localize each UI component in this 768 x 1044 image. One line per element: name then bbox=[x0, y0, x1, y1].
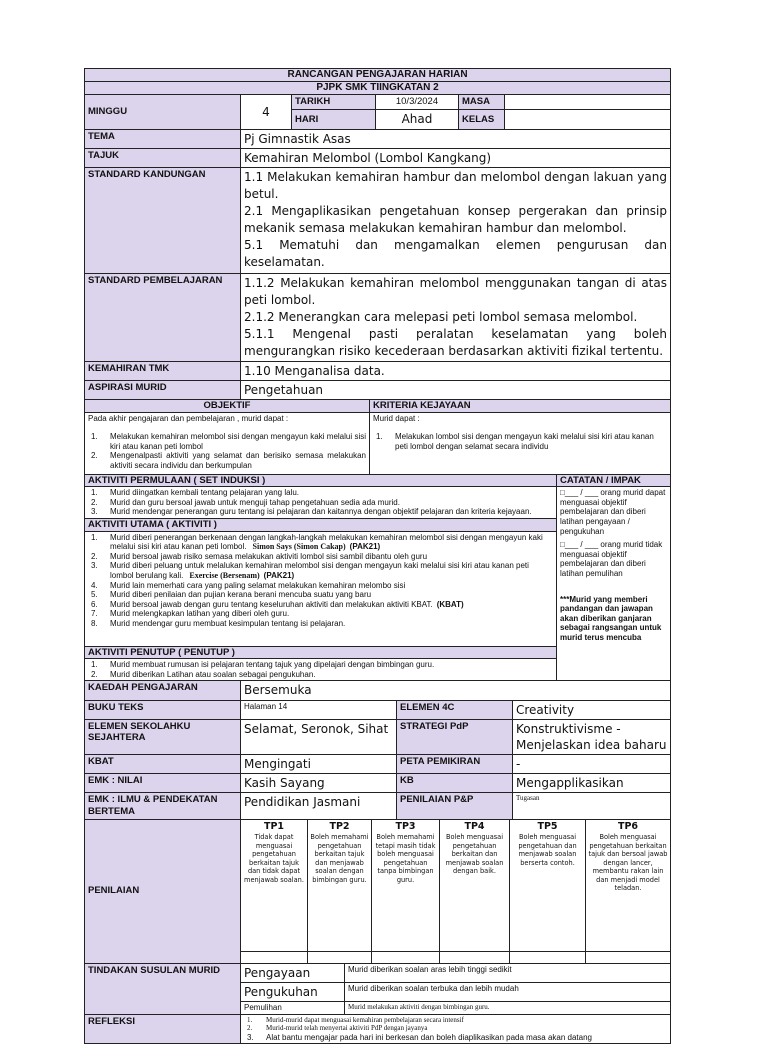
permulaan-body bbox=[85, 487, 557, 519]
catatan-note: ***Murid yang memberi pandangan dan jawapan akan diberikan ganjaran sebagai rangsangan untuk murid terus mencuba bbox=[560, 594, 662, 642]
kriteria-header: KRITERIA KEJAYAAN bbox=[370, 400, 671, 413]
tema-label: TEMA bbox=[85, 129, 241, 148]
permulaan-header: AKTIVITI PERMULAAN ( SET INDUKSI ) bbox=[85, 474, 557, 487]
header-table bbox=[84, 68, 671, 130]
kemahiran-tmk-label: KEMAHIRAN TMK bbox=[85, 361, 241, 380]
kb-value: Mengapplikasikan bbox=[513, 774, 671, 793]
objektif-body bbox=[85, 412, 370, 474]
tp-heading: TP1 bbox=[263, 820, 285, 832]
tp-mark-cell[interactable] bbox=[241, 951, 308, 963]
objektif-item: 1. Melakukan kemahiran melombol sisi dengan mengayun kaki melalui sisi kiri atau kanan peti lombol bbox=[91, 432, 366, 451]
sk-line: 2.1 Mengaplikasikan pengetahuan konsep pergerakan dan prinsip mekanik semasa melakukan kemahiran hambur dan melombol. bbox=[244, 204, 667, 236]
masa-label: MASA bbox=[459, 95, 505, 110]
penilaian-table bbox=[84, 819, 671, 964]
tp-desc: Tidak dapat menguasai pengetahuan berkaitan tajuk dan tidak dapat menjawab soalan. bbox=[244, 832, 304, 884]
catatan-body bbox=[557, 487, 671, 681]
buku-teks-value: Halaman 14 bbox=[241, 700, 397, 719]
kb-label: KB bbox=[397, 774, 513, 793]
refleksi-item: 1. Murid-murid dapat menguasai kemahiran pembelajaran secara intensif bbox=[247, 1015, 464, 1024]
susulan-value: Murid melakukan aktiviti dengan bimbingan guru. bbox=[345, 1001, 671, 1014]
utama-body bbox=[85, 531, 557, 646]
sekolahku-value: Selamat, Seronok, Sihat bbox=[241, 719, 397, 754]
utama-item: 7. Murid melengkapkan latihan yang diberi oleh guru. bbox=[91, 609, 290, 619]
strategi-label: STRATEGI PdP bbox=[397, 719, 513, 754]
tp-cell bbox=[372, 819, 440, 951]
permulaan-item: 1. Murid diingatkan kembali tentang pelajaran yang lalu. bbox=[91, 488, 300, 498]
utama-list bbox=[88, 533, 553, 629]
tajuk-label: TAJUK bbox=[85, 149, 241, 168]
page-subtitle: PJPK SMK TIINGKATAN 2 bbox=[85, 82, 671, 95]
tarikh-value: 10/3/2024 bbox=[376, 95, 459, 110]
tema-value: Pj Gimnastik Asas bbox=[241, 129, 671, 148]
kaedah-value: Bersemuka bbox=[241, 681, 671, 700]
penilaian-label: PENILAIAN bbox=[85, 819, 241, 963]
tp-cell bbox=[440, 819, 510, 951]
penutup-header: AKTIVITI PENUTUP ( PENUTUP ) bbox=[85, 646, 557, 659]
kbat-label: KBAT bbox=[85, 755, 241, 774]
objektif-intro: Pada akhir pengajaran dan pembelajaran , murid dapat : bbox=[88, 413, 289, 423]
susulan-label: TINDAKAN SUSULAN MURID bbox=[85, 963, 241, 1014]
sp-line: 1.1.2 Melakukan kemahiran melombol menggunakan tangan di atas peti lombol. bbox=[244, 275, 667, 307]
tp-heading: TP2 bbox=[329, 820, 350, 832]
tp-heading: TP6 bbox=[617, 820, 639, 832]
sk-line: 5.1 Mematuhi dan mengamalkan elemen pengurusan dan keselamatan. bbox=[244, 238, 667, 270]
objektif-header: OBJEKTIF bbox=[85, 400, 370, 413]
elements-table bbox=[84, 680, 671, 819]
kriteria-intro: Murid dapat : bbox=[373, 413, 420, 423]
sekolahku-label: ELEMEN SEKOLAHKU SEJAHTERA bbox=[85, 719, 241, 754]
standard-kandungan-value bbox=[241, 168, 671, 273]
standard-pembelajaran-value bbox=[241, 273, 671, 361]
permulaan-item: 2. Murid dan guru bersoal jawab untuk menguji tahap pengetahuan sedia ada murid. bbox=[91, 497, 400, 507]
kelas-label: KELAS bbox=[459, 109, 505, 129]
activity-tag: (PAK21) bbox=[263, 570, 295, 580]
lesson-plan-sheet bbox=[84, 68, 670, 1044]
tarikh-label: TARIKH bbox=[292, 95, 376, 110]
activities-table bbox=[84, 474, 671, 682]
utama-item: 5. Murid diberi penilaian dan pujian kerana berani mencuba suatu yang baru bbox=[91, 590, 372, 600]
susulan-key: Pengayaan bbox=[241, 963, 345, 982]
tp-mark-cell[interactable] bbox=[510, 951, 586, 963]
utama-item: 3. Murid diberi peluang untuk melalukan kemahiran melombol sisi dengan mengayun kaki melalui sisi kiri atau kanan peti lombol berulang kali. Exercise (Bersenam) (PAK21) bbox=[91, 561, 529, 580]
emk-ilmu-value: Pendidikan Jasmani bbox=[241, 793, 397, 819]
hari-value: Ahad bbox=[376, 109, 459, 129]
penutup-item: 1. Murid membuat rumusan isi pelajaran tentang tajuk yang dipelajari dengan bimbingan guru. bbox=[91, 660, 435, 670]
utama-item: 6. Murid bersoal jawab dengan guru tentang keseluruhan aktiviti dan melakukan aktiviti KBAT. (KBAT) bbox=[91, 599, 464, 609]
minggu-label: MINGGU bbox=[85, 95, 241, 130]
sk-line: 1.1 Melakukan kemahiran hambur dan melombol dengan lakuan yang betul. bbox=[244, 170, 667, 202]
tp-cell bbox=[586, 819, 671, 951]
activity-tag: (KBAT) bbox=[436, 599, 464, 609]
buku-teks-label: BUKU TEKS bbox=[85, 700, 241, 719]
penilaian-pp-value: Tugasan bbox=[513, 793, 671, 819]
tp-mark-cell[interactable] bbox=[586, 951, 671, 963]
utama-item: 8. Murid mendengar guru membuat kesimpulan tentang isi pelajaran. bbox=[91, 618, 346, 628]
strategi-value: Konstruktivisme - Menjelaskan idea baharu bbox=[513, 719, 671, 754]
tajuk-value: Kemahiran Melombol (Lombol Kangkang) bbox=[241, 149, 671, 168]
kriteria-item: 1. Melakukan lombol sisi dengan mengayun kaki melalui sisi kiri atau kanan peti lombol dengan selamat secara individu bbox=[376, 432, 654, 451]
utama-item: 2. Murid bersoal jawab risiko semasa melakukan aktiviti lombol sisi sambil dibantu oleh guru bbox=[91, 551, 428, 561]
peta-label: PETA PEMIKIRAN bbox=[397, 755, 513, 774]
standard-pembelajaran-label: STANDARD PEMBELAJARAN bbox=[85, 273, 241, 361]
masa-value bbox=[505, 95, 671, 110]
tp-cell bbox=[510, 819, 586, 951]
tp-desc: Boleh memahami tetapi masih tidak boleh menguasai pengetahuan tanpa bimbingan guru. bbox=[375, 832, 436, 884]
tp-desc: Boleh menguasai pengetahuan dan menjawab soalan berserta contoh. bbox=[518, 832, 577, 867]
tp-heading: TP5 bbox=[537, 820, 558, 832]
elemen-4c-label: ELEMEN 4C bbox=[397, 700, 513, 719]
utama-header: AKTIVITI UTAMA ( AKTIVITI ) bbox=[85, 518, 557, 531]
kelas-value bbox=[505, 109, 671, 129]
refleksi-item: 2. Murid-murid telah menyertai aktiviti PdP dengan jayanya bbox=[247, 1024, 428, 1033]
emk-ilmu-label: EMK : ILMU & PENDEKATAN BERTEMA bbox=[85, 793, 241, 819]
susulan-key: Pemulihan bbox=[241, 1001, 345, 1014]
penutup-item: 2. Murid diberikan Latihan atau soalan sebagai pengukuhan. bbox=[91, 669, 316, 679]
minggu-value: 4 bbox=[241, 95, 292, 130]
tp-heading: TP4 bbox=[464, 820, 485, 832]
refleksi-body bbox=[241, 1014, 671, 1044]
pak21-activity-tag: Simon Says (Simon Cakap) bbox=[252, 542, 346, 552]
tp-cell bbox=[308, 819, 372, 951]
objektif-item: 2. Mengenalpasti aktiviti yang selamat dan berisiko semasa melakukan aktiviti secara individu dan berkumpulan bbox=[91, 451, 366, 470]
susulan-value: Murid diberikan soalan terbuka dan lebih mudah bbox=[345, 982, 671, 1001]
tp-desc: Boleh memahami pengetahuan berkaitan tajuk dan menjawab soalan dengan bimbingan guru. bbox=[310, 832, 369, 884]
tp-heading: TP3 bbox=[395, 820, 416, 832]
tp-mark-cell[interactable] bbox=[440, 951, 510, 963]
emk-nilai-value: Kasih Sayang bbox=[241, 774, 397, 793]
tp-mark-cell[interactable] bbox=[372, 951, 440, 963]
standards-table bbox=[84, 129, 671, 400]
kbat-value: Mengingati bbox=[241, 755, 397, 774]
utama-item: 4. Murid lain memerhati cara yang paling selamat melakukan kemahiran melombo sisi bbox=[91, 580, 406, 590]
hari-label: HARI bbox=[292, 109, 376, 129]
tp-cell bbox=[241, 819, 308, 951]
penilaian-pp-label: PENILAIAN P&P bbox=[397, 793, 513, 819]
pak21-activity-tag: Exercise (Bersenam) bbox=[189, 570, 260, 580]
kaedah-label: KAEDAH PENGAJARAN bbox=[85, 681, 241, 700]
elemen-4c-value: Creativity bbox=[513, 700, 671, 719]
penutup-body bbox=[85, 659, 557, 681]
kemahiran-tmk-value: 1.10 Menganalisa data. bbox=[241, 361, 671, 380]
permulaan-item: 3. Murid mendengar penerangan guru tentang isi pelajaran dan kaitannya dengan objektif pelajaran dan kriteria kejayaan. bbox=[91, 507, 532, 517]
tp-mark-cell[interactable] bbox=[308, 951, 372, 963]
refleksi-item: 3. Alat bantu mengajar pada hari ini berkesan dan boleh diaplikasikan pada masa akan datang bbox=[247, 1032, 593, 1042]
peta-value: - bbox=[513, 755, 671, 774]
emk-nilai-label: EMK : NILAI bbox=[85, 774, 241, 793]
catatan-line-1: □___ / ___ orang murid dapat menguasai objektif pembelajaran dan diberi latihan pengayaan / pengukuhan bbox=[560, 488, 666, 536]
aspirasi-murid-label: ASPIRASI MURID bbox=[85, 380, 241, 399]
utama-item: 1. Murid diberi penerangan berkenaan dengan langkah-langkah melakukan kemahiran melombol sisi dengan mengayun kaki melalui sisi kiri atau kanan peti lombol. Simon Says (Simon Cakap) (PAK21) bbox=[91, 532, 543, 552]
activity-tag: (PAK21) bbox=[349, 542, 381, 552]
sp-line: 5.1.1 Mengenal pasti peralatan keselamatan yang boleh mengurangkan risiko kecederaan berdasarkan aktiviti fizikal tertentu. bbox=[244, 326, 667, 358]
standard-kandungan-label: STANDARD KANDUNGAN bbox=[85, 168, 241, 273]
catatan-line-2: □___ / ___ orang murid tidak menguasai objektif pembelajaran dan diberi latihan pemulihan bbox=[560, 540, 663, 578]
susulan-table bbox=[84, 963, 671, 1044]
page-title: RANCANGAN PENGAJARAN HARIAN bbox=[85, 69, 671, 82]
susulan-key: Pengukuhan bbox=[241, 982, 345, 1001]
catatan-header: CATATAN / IMPAK bbox=[557, 474, 671, 487]
tp-desc: Boleh menguasai pengetahuan berkaitan tajuk dan bersoal jawab dengan lancer, membantu rakan lain dan menjadi model teladan. bbox=[588, 832, 668, 893]
sp-line: 2.1.2 Menerangkan cara melepasi peti lombol semasa melombol. bbox=[244, 309, 638, 324]
objektif-table bbox=[84, 399, 671, 475]
kriteria-body bbox=[370, 412, 671, 474]
aspirasi-murid-value: Pengetahuan bbox=[241, 380, 671, 399]
tp-desc: Boleh menguasai pengetahuan berkaitan dan menjawab soalan dengan baik. bbox=[445, 832, 504, 876]
susulan-value: Murid diberikan soalan aras lebih tinggi sedikit bbox=[345, 963, 671, 982]
refleksi-label: REFLEKSI bbox=[85, 1014, 241, 1044]
